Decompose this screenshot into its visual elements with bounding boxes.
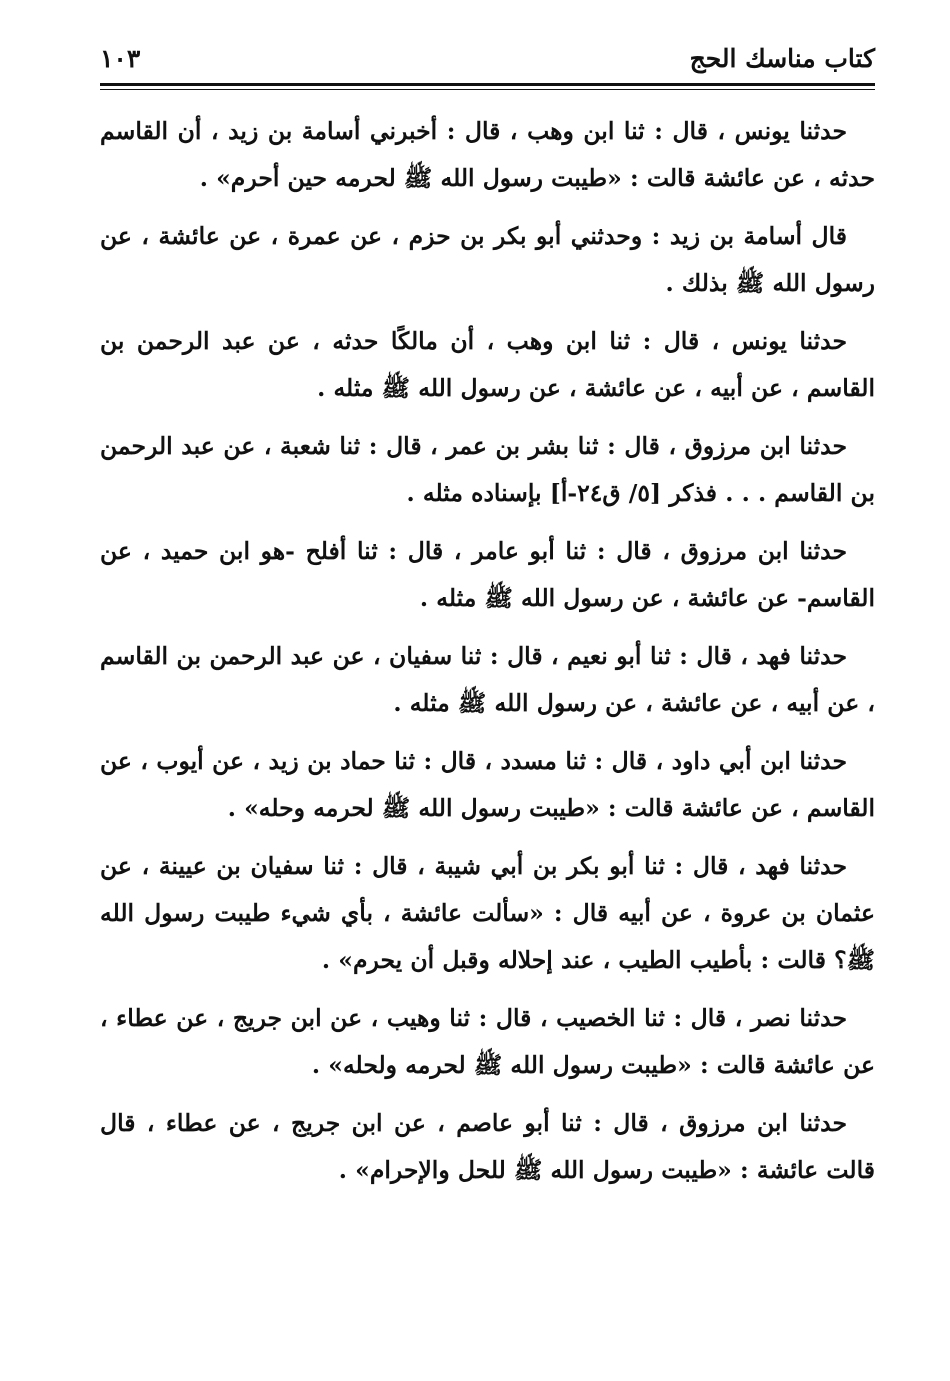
hadith-paragraph: حدثنا ابن مرزوق ، قال : ثنا بشر بن عمر ، قال : ثنا شعبة ، عن عبد الرحمن بن القاسم . . . فذكر [٥/ ق٢٤-أ] بإسناده مثله . [100,432,875,507]
book-title: كتاب مناسك الحج [689,44,875,73]
hadith-paragraph: قال أسامة بن زيد : وحدثني أبو بكر بن حزم ، عن عمرة ، عن عائشة ، عن رسول الله ﷺ بذلك . [100,222,875,297]
page-header [100,38,875,90]
header-rule-thin [100,89,875,90]
hadith-paragraph: حدثنا ابن أبي داود ، قال : ثنا مسدد ، قال : ثنا حماد بن زيد ، عن أيوب ، عن القاسم ، عن عائشة قالت : «طيبت رسول الله ﷺ لحرمه وحله» . [100,747,875,822]
hadith-paragraph: حدثنا فهد ، قال : ثنا أبو بكر بن أبي شيبة ، قال : ثنا سفيان بن عيينة ، عن عثمان بن عروة ، عن أبيه قال : «سألت عائشة ، بأي شيء طيبت رسول الله ﷺ؟ قالت : بأطيب الطيب ، عند إحلاله وقبل أن يحرم» . [100,852,875,974]
hadith-paragraph: حدثنا ابن مرزوق ، قال : ثنا أبو عامر ، قال : ثنا أفلح -هو ابن حميد ، عن القاسم- عن عائشة ، عن رسول الله ﷺ مثله . [100,537,875,612]
hadith-paragraph: حدثنا يونس ، قال : ثنا ابن وهب ، قال : أخبرني أسامة بن زيد ، أن القاسم حدثه ، عن عائشة قالت : «طيبت رسول الله ﷺ لحرمه حين أحرم» . [100,117,875,192]
hadith-paragraph: حدثنا يونس ، قال : ثنا ابن وهب ، أن مالكًا حدثه ، عن عبد الرحمن بن القاسم ، عن أبيه ، عن عائشة ، عن رسول الله ﷺ مثله . [100,327,875,402]
header-rule-thick [100,83,875,86]
hadith-paragraph: حدثنا نصر ، قال : ثنا الخصيب ، قال : ثنا وهيب ، عن ابن جريج ، عن عطاء ، عن عائشة قالت : «طيبت رسول الله ﷺ لحرمه ولحله» . [100,1004,875,1079]
hadith-paragraph: حدثنا ابن مرزوق ، قال : ثنا أبو عاصم ، عن ابن جريج ، عن عطاء ، قال قالت عائشة : «طيبت رسول الله ﷺ للحل والإحرام» . [100,1109,875,1184]
hadith-paragraph: حدثنا فهد ، قال : ثنا أبو نعيم ، قال : ثنا سفيان ، عن عبد الرحمن بن القاسم ، عن أبيه ، عن عائشة ، عن رسول الله ﷺ مثله . [100,642,875,717]
page-body [100,108,875,1205]
page-number: ١٠٣ [100,44,141,73]
